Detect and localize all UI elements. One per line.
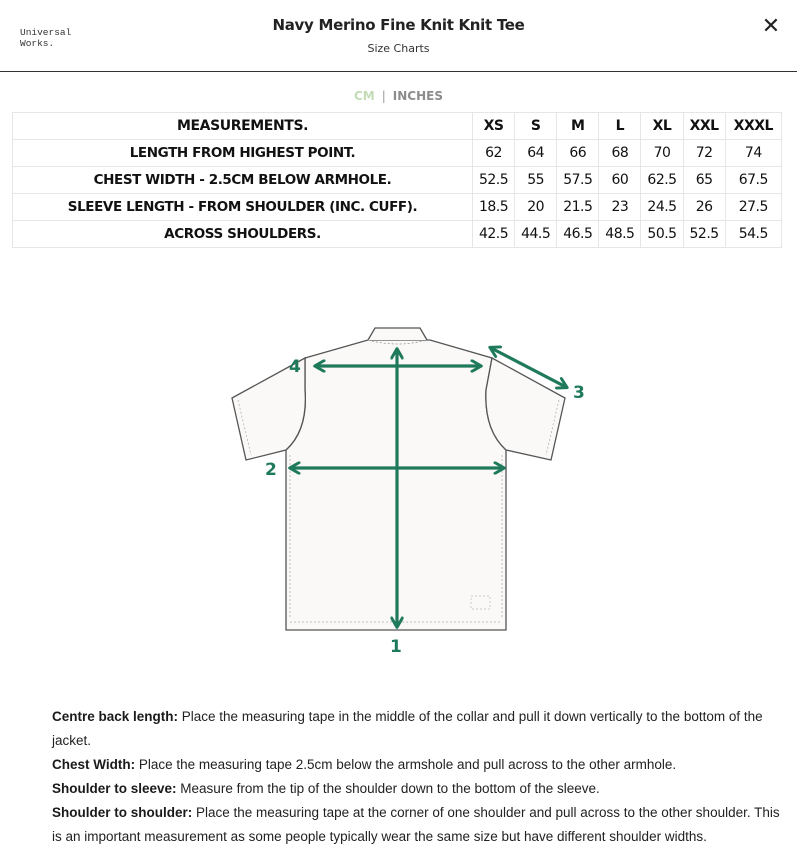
measurement-value: 44.5 [515, 221, 557, 248]
logo-line-2: Works. [20, 38, 55, 49]
table-row [13, 194, 782, 221]
header-measurements: MEASUREMENTS. [13, 113, 473, 140]
close-icon: ✕ [761, 14, 781, 39]
unit-toggle [0, 89, 797, 103]
measurement-label: LENGTH FROM HIGHEST POINT. [13, 140, 473, 167]
measurement-value: 62 [473, 140, 515, 167]
unit-separator: | [381, 89, 386, 103]
size-header: L [599, 113, 641, 140]
measurement-value: 24.5 [641, 194, 683, 221]
instruction-text: Measure from the tip of the shoulder down to the bottom of the sleeve. [176, 781, 600, 796]
measurement-value: 27.5 [725, 194, 781, 221]
instruction-term: Chest Width: [52, 757, 136, 772]
instruction-chest [52, 753, 787, 777]
modal-header [0, 0, 797, 72]
instruction-text: Place the measuring tape in the middle of the collar and pull it down vertically to the bottom of the jacket. [52, 709, 763, 748]
measuring-instructions [52, 705, 787, 849]
instruction-shoulder [52, 801, 787, 849]
size-header: XXXL [725, 113, 781, 140]
measurement-value: 65 [683, 167, 725, 194]
unit-inches-button[interactable]: INCHES [392, 89, 443, 103]
size-header: M [557, 113, 599, 140]
measurement-label: CHEST WIDTH - 2.5CM BELOW ARMHOLE. [13, 167, 473, 194]
modal-subtitle: Size Charts [367, 42, 430, 55]
label-2: 2 [265, 460, 277, 480]
measurement-value: 64 [515, 140, 557, 167]
instruction-sleeve [52, 777, 787, 801]
measurement-value: 54.5 [725, 221, 781, 248]
instruction-text: Place the measuring tape at the corner of one shoulder and pull across to the other shoulder. This is an important measurement as some people typically wear the same size but have different shoulder widths. [52, 805, 780, 844]
table-row [13, 221, 782, 248]
measurement-value: 57.5 [557, 167, 599, 194]
measurement-value: 66 [557, 140, 599, 167]
instruction-centre-back [52, 705, 787, 753]
measurement-label: ACROSS SHOULDERS. [13, 221, 473, 248]
table-header-row [13, 113, 782, 140]
measurement-value: 18.5 [473, 194, 515, 221]
measurement-value: 68 [599, 140, 641, 167]
label-1: 1 [390, 637, 402, 657]
measurement-value: 70 [641, 140, 683, 167]
measurement-value: 74 [725, 140, 781, 167]
table-row [13, 167, 782, 194]
table-row [13, 140, 782, 167]
measurement-value: 23 [599, 194, 641, 221]
measurement-value: 60 [599, 167, 641, 194]
shirt-measurement-diagram [0, 300, 797, 670]
measurement-value: 55 [515, 167, 557, 194]
instruction-text: Place the measuring tape 2.5cm below the armshole and pull across to the other armhole. [135, 757, 677, 772]
size-header: S [515, 113, 557, 140]
measurement-value: 52.5 [473, 167, 515, 194]
measurement-value: 20 [515, 194, 557, 221]
measurement-value: 42.5 [473, 221, 515, 248]
size-header: XL [641, 113, 683, 140]
instruction-term: Shoulder to shoulder: [52, 805, 193, 820]
instruction-term: Shoulder to sleeve: [52, 781, 177, 796]
size-header: XXL [683, 113, 725, 140]
close-button[interactable] [760, 16, 782, 38]
measurement-value: 72 [683, 140, 725, 167]
measurement-value: 67.5 [725, 167, 781, 194]
unit-cm-button[interactable]: CM [354, 89, 375, 103]
instruction-term: Centre back length: [52, 709, 179, 724]
measurement-value: 46.5 [557, 221, 599, 248]
size-chart-table [12, 112, 782, 248]
measurement-value: 48.5 [599, 221, 641, 248]
measurement-value: 26 [683, 194, 725, 221]
measurement-value: 62.5 [641, 167, 683, 194]
measurement-label: SLEEVE LENGTH - FROM SHOULDER (INC. CUFF). [13, 194, 473, 221]
label-4: 4 [289, 357, 301, 377]
product-title: Navy Merino Fine Knit Knit Tee [272, 16, 525, 34]
measurement-value: 50.5 [641, 221, 683, 248]
logo-line-1: Universal [20, 27, 72, 38]
measurement-value: 52.5 [683, 221, 725, 248]
label-3: 3 [573, 383, 585, 403]
measurement-value: 21.5 [557, 194, 599, 221]
size-header: XS [473, 113, 515, 140]
